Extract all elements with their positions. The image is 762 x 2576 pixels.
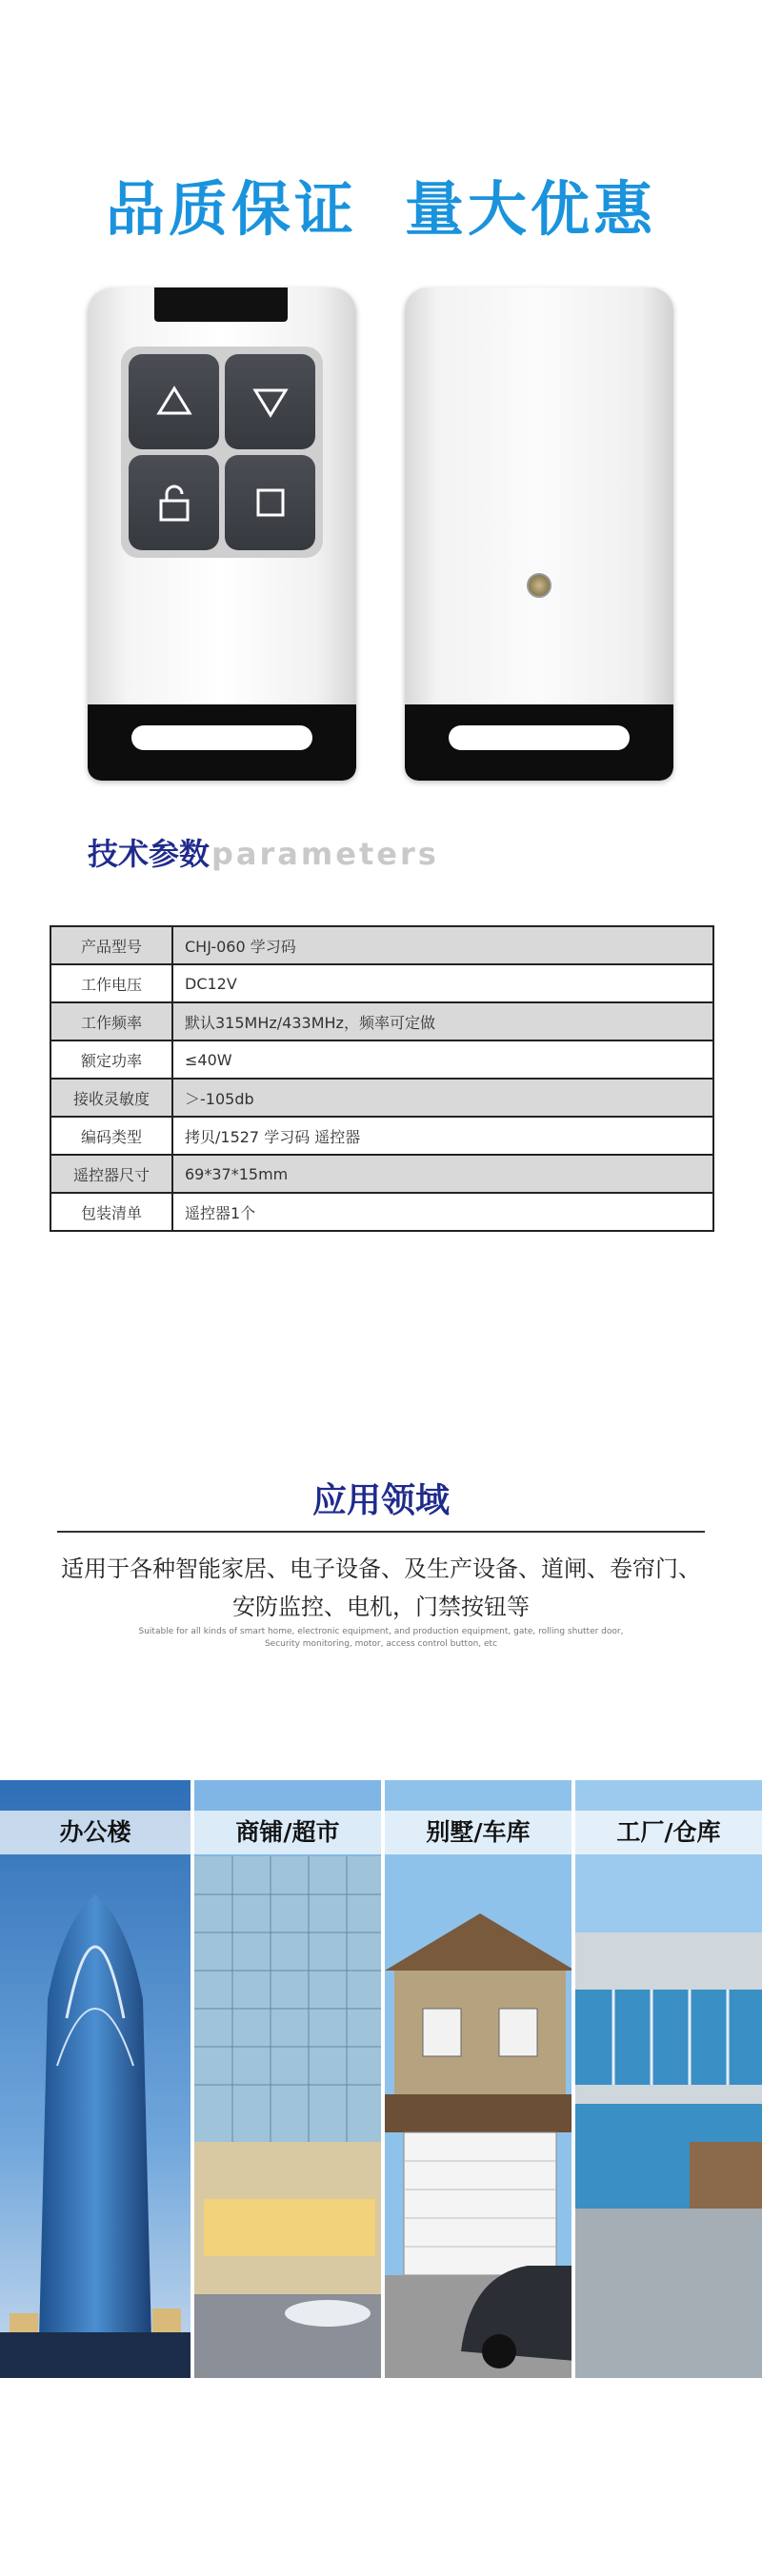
table-row [50,1040,713,1079]
spec-value: CHJ-060 学习码 [172,926,713,964]
table-row [50,1002,713,1040]
application-title: 应用领域 [311,1481,450,1520]
application-description-line: 适用于各种智能家居、电子设备、及生产设备、道闸、卷帘门、 [61,1556,701,1582]
spec-table [50,925,714,1232]
keyring-hole [131,725,312,750]
remote-bottom-cap [405,704,673,781]
application-description-line: 安防监控、电机，门禁按钮等 [232,1594,530,1620]
headline [0,162,762,247]
keyring-hole [449,725,630,750]
spec-label: 编码类型 [50,1117,172,1155]
application-description-en-line: Suitable for all kinds of smart home, electronic equipment, and production equipment, gate, rolling shutter door, [138,1627,624,1636]
spec-value: 拷贝/1527 学习码 遥控器 [172,1117,713,1155]
villa-garage-image [385,1780,572,2378]
scene-factory [572,1780,762,2378]
up-key [129,354,219,449]
spec-value: ＞-105db [172,1079,713,1117]
table-row [50,1079,713,1117]
arrow-down-icon [248,379,293,425]
shopping-building-image [194,1780,381,2378]
arrow-up-icon [151,379,197,425]
scene-label: 办公楼 [0,1811,190,1854]
table-row [50,926,713,964]
parameters-title [88,830,439,874]
headline-left: 品质保证 [105,174,357,244]
office-tower-image [0,1780,190,2378]
scene-label: 商铺/超市 [194,1811,381,1854]
factory-warehouse-image [575,1780,762,2378]
spec-label: 工作电压 [50,964,172,1002]
divider [57,1531,705,1533]
stop-key [225,455,315,550]
scene-shop [190,1780,381,2378]
screw-icon [527,573,551,598]
spec-label: 遥控器尺寸 [50,1155,172,1193]
down-key [225,354,315,449]
spec-value: DC12V [172,964,713,1002]
lock-icon [151,480,197,525]
parameters-title-en: parameters [211,836,439,872]
square-icon [248,480,293,525]
scene-label: 别墅/车库 [385,1811,572,1854]
application-description-en-line: Security monitoring, motor, access control button, etc [264,1639,498,1649]
spec-label: 工作频率 [50,1002,172,1040]
table-row [50,964,713,1002]
scene-office [0,1780,190,2378]
parameters-title-cn: 技术参数 [88,836,211,872]
table-row [50,1155,713,1193]
remote-top-slot [154,287,288,322]
scene-label: 工厂/仓库 [575,1811,762,1854]
spec-value: ≤40W [172,1040,713,1079]
spec-value: 69*37*15mm [172,1155,713,1193]
scene-villa [381,1780,572,2378]
remote-keypad [121,347,323,558]
remote-bottom-cap [88,704,356,781]
spec-label: 额定功率 [50,1040,172,1079]
remote-front-image [88,287,356,781]
scene-gallery [0,1780,762,2378]
spec-label: 包装清单 [50,1193,172,1231]
table-row [50,1193,713,1231]
lock-key [129,455,219,550]
application-description [0,1550,762,1626]
spec-value: 遥控器1个 [172,1193,713,1231]
headline-right: 量大优惠 [405,174,657,244]
spec-value: 默认315MHz/433MHz，频率可定做 [172,1002,713,1040]
application-description-en [0,1626,762,1651]
remote-back-image [405,287,673,781]
table-row [50,1117,713,1155]
spec-label: 接收灵敏度 [50,1079,172,1117]
spec-label: 产品型号 [50,926,172,964]
